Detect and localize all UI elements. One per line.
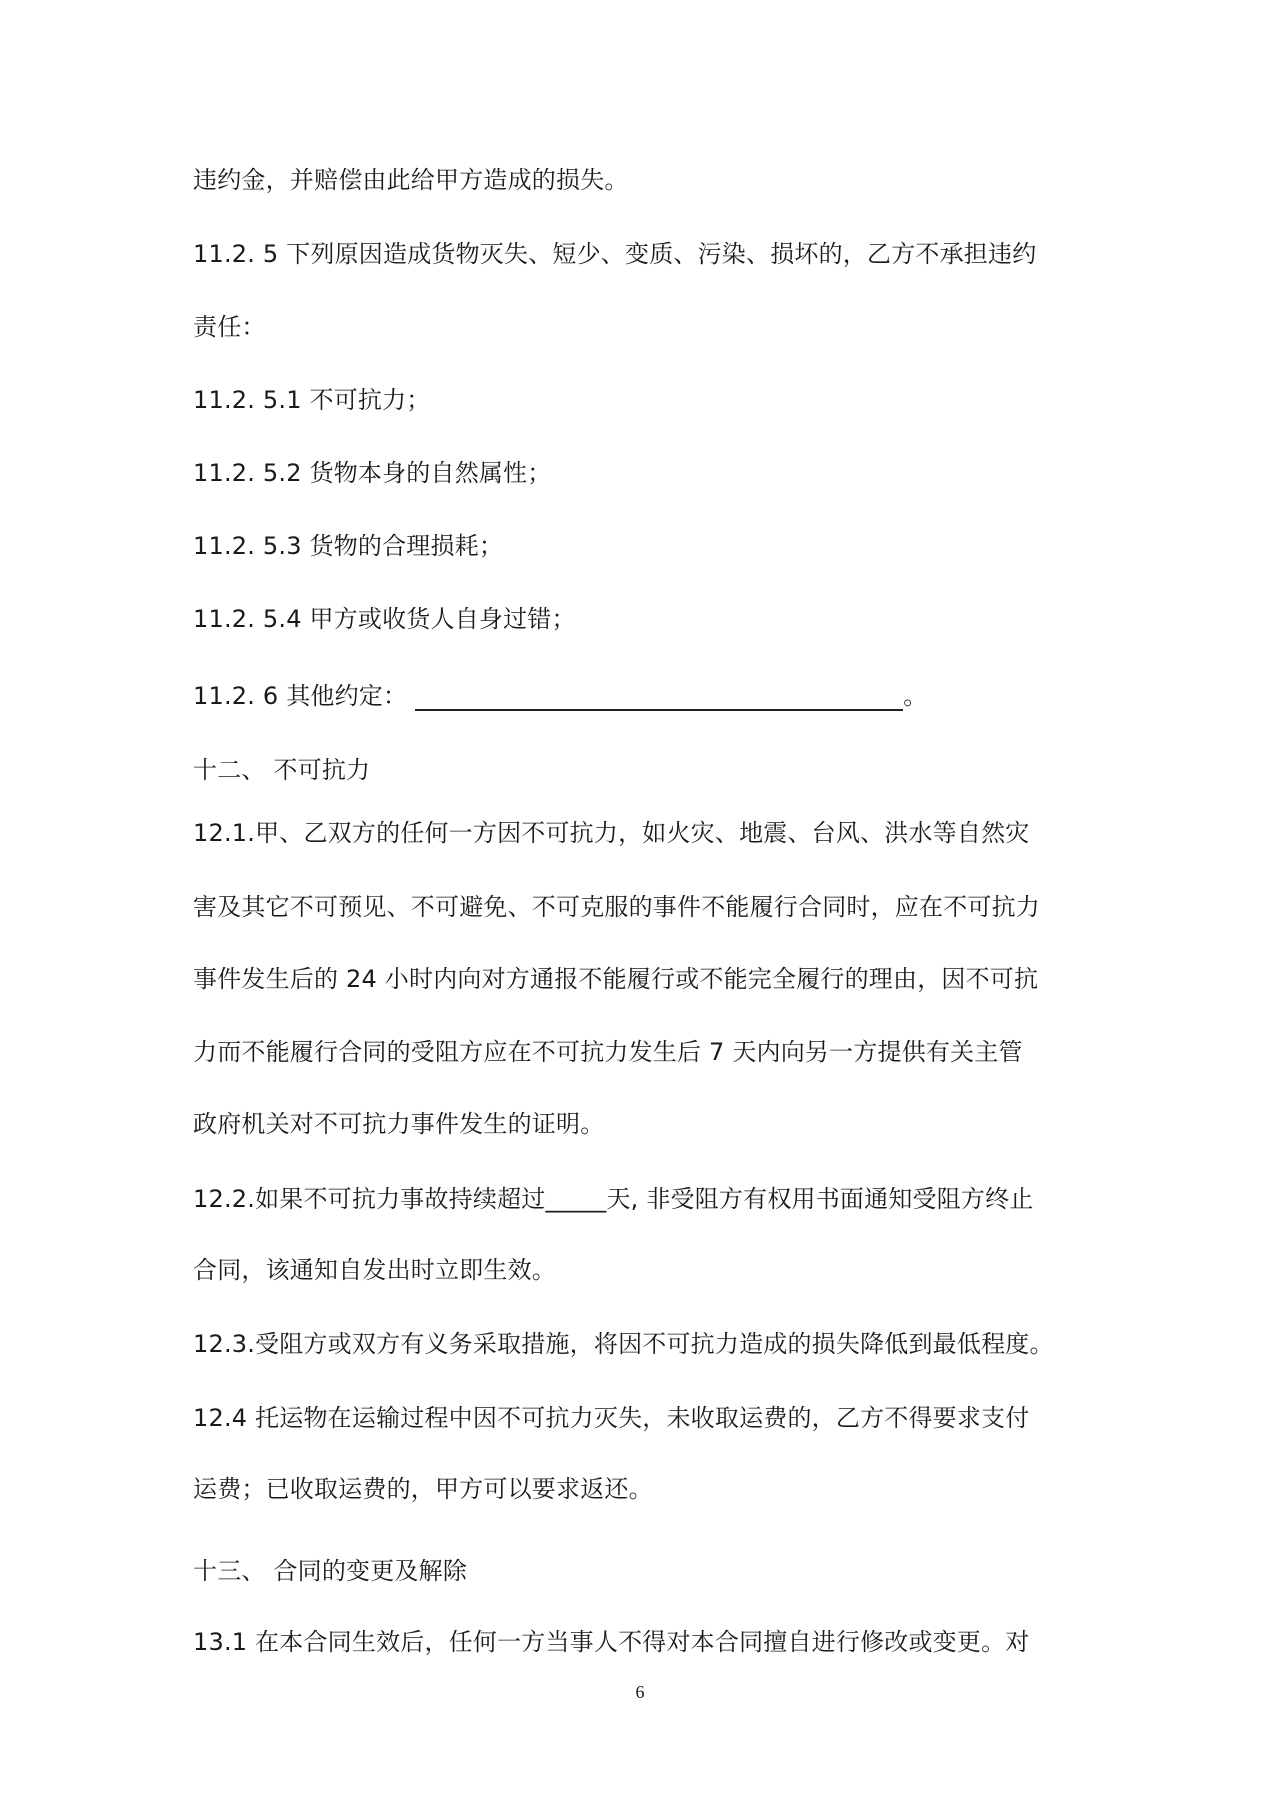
clause-12-1: 12.1.甲、乙双方的任何一方因不可抗力，如火灾、地震、台风、洪水等自然灾 [193,819,1030,847]
clause-11-2-6-suffix: 。 [903,682,928,710]
clause-11-2-5-1: 11.2. 5.1 不可抗力； [193,386,431,414]
page-number: 6 [635,1682,645,1702]
text-line: 合同，该通知自发出时立即生效。 [193,1256,556,1284]
section-heading-13: 十三、 合同的变更及解除 [193,1557,468,1585]
clause-11-2-5-4: 11.2. 5.4 甲方或收货人自身过错； [193,605,576,633]
text-line: 责任： [193,313,266,341]
clause-11-2-6 [193,681,1093,711]
text-line: 事件发生后的 24 小时内向对方通报不能履行或不能完全履行的理由，因不可抗 [193,965,1039,993]
clause-12-4: 12.4 托运物在运输过程中因不可抗力灭失，未收取运费的，乙方不得要求支付 [193,1404,1030,1432]
clause-12-2: 12.2.如果不可抗力事故持续超过_____天, 非受阻方有权用书面通知受阻方终止 [193,1185,1034,1213]
clause-12-3: 12.3.受阻方或双方有义务采取措施，将因不可抗力造成的损失降低到最低程度。 [193,1330,1054,1358]
clause-11-2-5: 11.2. 5 下列原因造成货物灭失、短少、变质、污染、损坏的，乙方不承担违约 [193,240,1037,268]
text-line: 运费；已收取运费的，甲方可以要求返还。 [193,1475,653,1503]
clause-11-2-5-3: 11.2. 5.3 货物的合理损耗； [193,532,504,560]
text-line: 违约金，并赔偿由此给甲方造成的损失。 [193,166,629,194]
clause-11-2-5-2: 11.2. 5.2 货物本身的自然属性； [193,459,552,487]
section-heading-12: 十二、 不可抗力 [193,756,371,784]
clause-11-2-6-label: 11.2. 6 其他约定： [193,682,408,710]
text-line: 害及其它不可预见、不可避免、不可克服的事件不能履行合同时，应在不可抗力 [193,893,1040,921]
text-line: 政府机关对不可抗力事件发生的证明。 [193,1110,605,1138]
text-line: 力而不能履行合同的受阻方应在不可抗力发生后 7 天内向另一方提供有关主管 [193,1038,1023,1066]
clause-13-1: 13.1 在本合同生效后，任何一方当事人不得对本合同擅自进行修改或变更。对 [193,1628,1030,1656]
other-terms-blank-field[interactable] [415,685,903,711]
